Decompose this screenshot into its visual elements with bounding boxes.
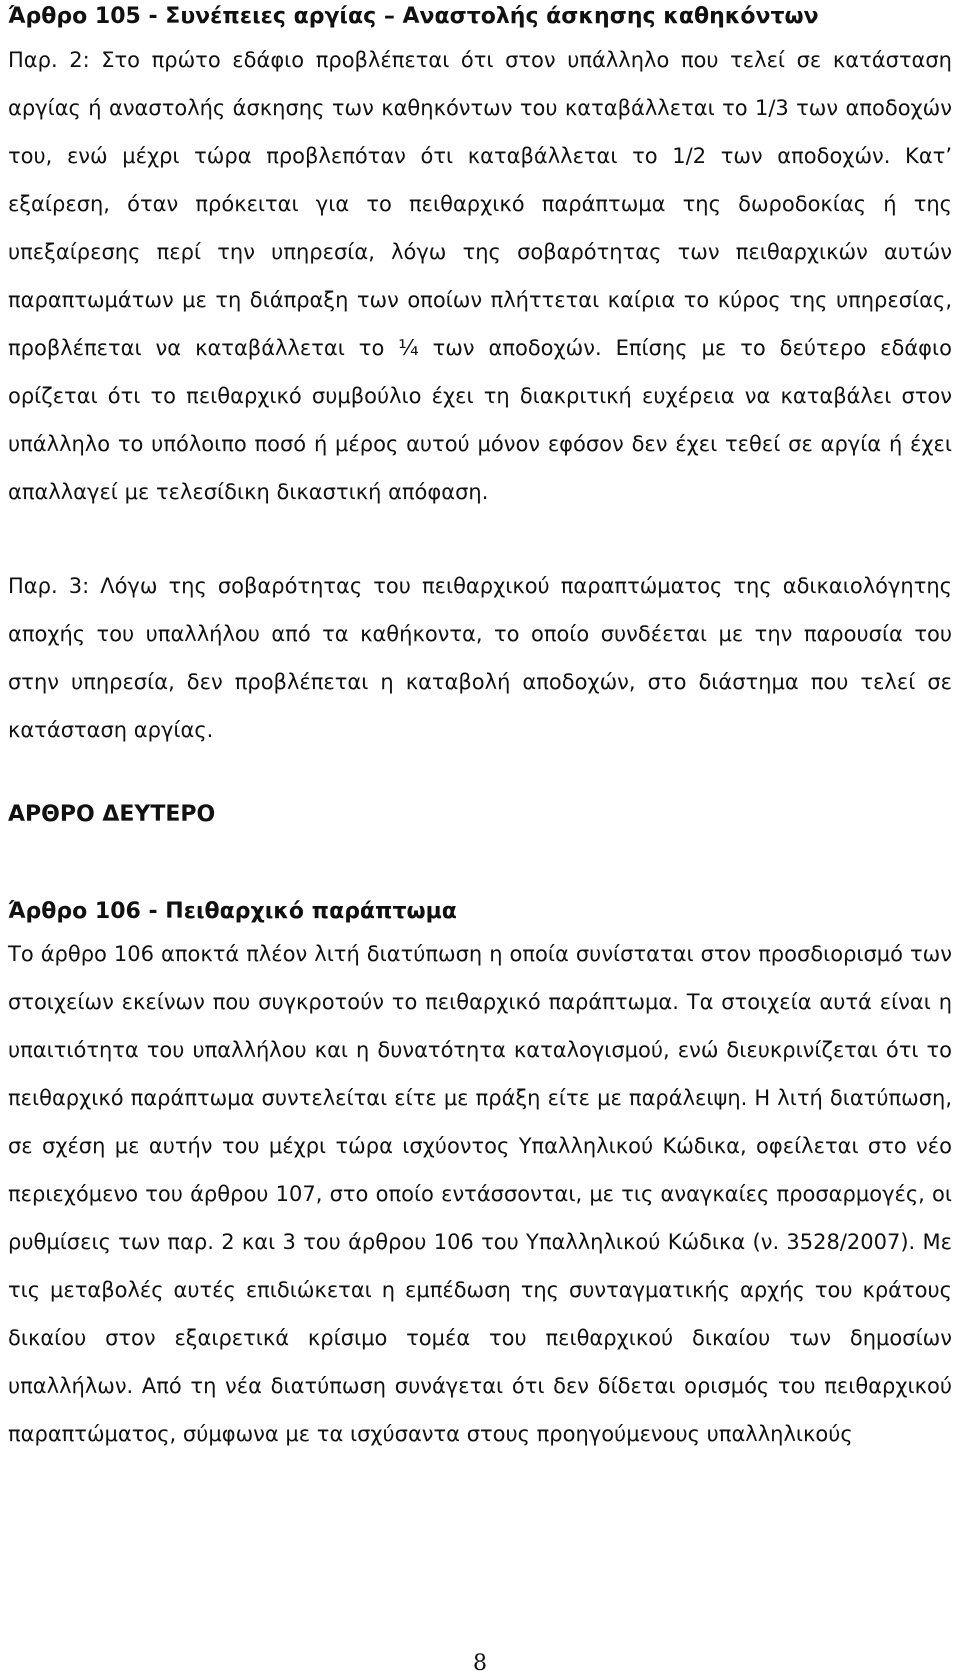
page-number: 8 [473, 1651, 487, 1676]
article-105-paragraph-2: Παρ. 2: Στο πρώτο εδάφιο προβλέπεται ότι στον υπάλληλο που τελεί σε κατάσταση αργίας ή αναστολής άσκησης των καθηκόντων του καταβάλλεται το 1/3 των αποδοχών του, ενώ μέχρι τώρα προβλεπόταν ότι καταβάλλεται το 1/2 των αποδοχών. Κατ’ εξαίρεση, όταν πρόκειται για το πειθαρχικό παράπτωμα της δωροδοκίας ή της υπεξαίρεσης περί την υπηρεσία, λόγω της σοβαρότητας των πειθαρχικών αυτών παραπτωμάτων με τη διάπραξη των οποίων πλήττεται καίρια το κύρος της υπηρεσίας, προβλέπεται να καταβάλλεται το ¼ των αποδοχών. Επίσης με το δεύτερο εδάφιο ορίζεται ότι το πειθαρχικό συμβούλιο έχει τη διακριτική ευχέρεια να καταβάλει στον υπάλληλο το υπόλοιπο ποσό ή μέρος αυτού μόνον εφόσον δεν έχει τεθεί σε αργία ή έχει απαλλαγεί με τελεσίδικη δικαστική απόφαση. [8, 48, 952, 504]
article-105-paragraph-3: Παρ. 3: Λόγω της σοβαρότητας του πειθαρχικού παραπτώματος της αδικαιολόγητης αποχής του υπαλλήλου από τα καθήκοντα, το οποίο συνδέεται με την παρουσία του στην υπηρεσία, δεν προβλέπεται η καταβολή αποδοχών, στο διάστημα που τελεί σε κατάσταση αργίας. [8, 574, 952, 742]
section-title: ΑΡΘΡΟ ΔΕΥΤΕΡΟ [8, 802, 216, 827]
article-106-heading: Άρθρο 106 - Πειθαρχικό παράπτωμα [8, 899, 457, 924]
article-105-heading: Άρθρο 105 - Συνέπειες αργίας – Αναστολής άσκησης καθηκόντων [8, 4, 819, 29]
article-106-paragraph: Το άρθρο 106 αποκτά πλέον λιτή διατύπωση η οποία συνίσταται στον προσδιορισμό των στοιχείων εκείνων που συγκροτούν το πειθαρχικό παράπτωμα. Τα στοιχεία αυτά είναι η υπαιτιότητα του υπαλλήλου και η δυνατότητα καταλογισμού, ενώ διευκρινίζεται ότι το πειθαρχικό παράπτωμα συντελείται είτε με πράξη είτε με παράλειψη. Η λιτή διατύπωση, σε σχέση με αυτήν του μέχρι τώρα ισχύοντος Υπαλληλικού Κώδικα, οφείλεται στο νέο περιεχόμενο του άρθρου 107, στο οποίο εντάσσονται, με τις αναγκαίες προσαρμογές, οι ρυθμίσεις των παρ. 2 και 3 του άρθρου 106 του Υπαλληλικού Κώδικα (ν. 3528/2007). Με τις μεταβολές αυτές επιδιώκεται η εμπέδωση της συνταγματικής αρχής του κράτους δικαίου στον εξαιρετικά κρίσιμο τομέα του πειθαρχικού δικαίου των δημοσίων υπαλλήλων. Από τη νέα διατύπωση συνάγεται ότι δεν δίδεται ορισμός του πειθαρχικού παραπτώματος, σύμφωνα με τα ισχύσαντα στους προηγούμενους υπαλληλικούς [8, 942, 952, 1446]
